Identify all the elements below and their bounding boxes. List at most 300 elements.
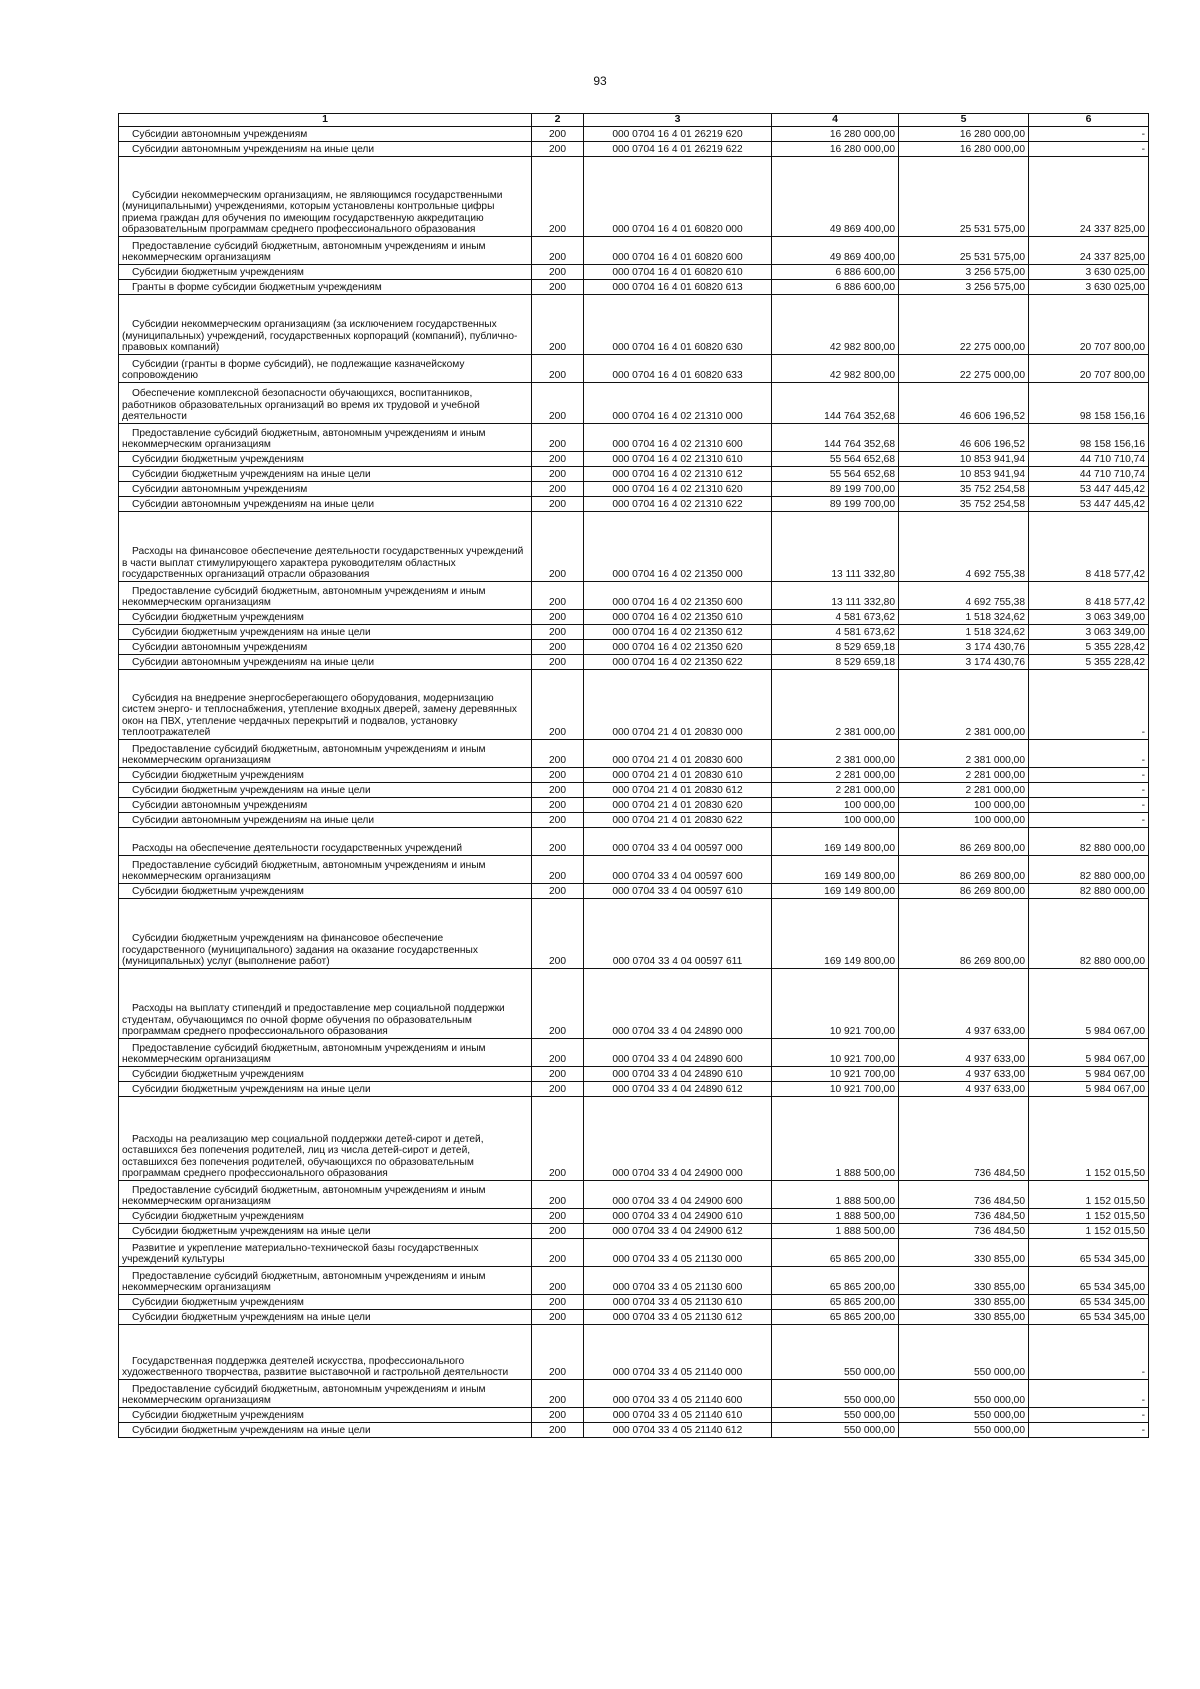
- row-value-col5: 16 280 000,00: [899, 142, 1029, 157]
- row-classification: 000 0704 16 4 01 26219 622: [584, 142, 772, 157]
- table-row: [119, 1325, 1149, 1380]
- row-code: 200: [532, 884, 584, 899]
- row-name: [119, 768, 532, 783]
- row-value-col5: 330 855,00: [899, 1310, 1029, 1325]
- row-value-col5: 4 937 633,00: [899, 1082, 1029, 1097]
- row-name-text: Субсидии автономным учреждениям: [132, 129, 308, 141]
- row-name-text: Субсидии бюджетным учреждениям: [132, 1410, 304, 1422]
- row-name: [119, 1295, 532, 1310]
- row-value-col5: 46 606 196,52: [899, 424, 1029, 452]
- row-code: 200: [532, 828, 584, 856]
- row-value-col6: -: [1029, 1423, 1149, 1438]
- row-value-col5: 3 174 430,76: [899, 655, 1029, 670]
- row-value-col5: 22 275 000,00: [899, 295, 1029, 355]
- row-code: 200: [532, 655, 584, 670]
- row-code: 200: [532, 768, 584, 783]
- table-row: [119, 1181, 1149, 1209]
- row-name-text: Обеспечение комплексной безопасности обучающихся, воспитанников, работников образовательных организаций во время их трудовой и учебной деятельности: [122, 388, 480, 423]
- row-code: 200: [532, 1209, 584, 1224]
- row-value-col4: 1 888 500,00: [772, 1224, 899, 1239]
- row-name: [119, 1209, 532, 1224]
- row-classification: 000 0704 21 4 01 20830 612: [584, 783, 772, 798]
- row-value-col5: 16 280 000,00: [899, 127, 1029, 142]
- row-value-col6: 44 710 710,74: [1029, 467, 1149, 482]
- row-name: [119, 884, 532, 899]
- row-code: 200: [532, 1295, 584, 1310]
- row-classification: 000 0704 21 4 01 20830 000: [584, 670, 772, 740]
- row-value-col5: 4 692 755,38: [899, 582, 1029, 610]
- table-row: [119, 1039, 1149, 1067]
- row-name-text: Субсидии некоммерческим организациям, не являющимся государственными (муниципальными) учреждениями, которым установлены контрольные цифры приема граждан для обучения по имеющим государственную аккредитацию образовательным программам среднего профессионального образования: [122, 189, 503, 236]
- row-name: [119, 610, 532, 625]
- row-name-text: Субсидии бюджетным учреждениям на иные цели: [132, 1312, 371, 1324]
- row-name-text: Субсидии бюджетным учреждениям на иные цели: [132, 785, 371, 797]
- row-classification: 000 0704 16 4 02 21350 610: [584, 610, 772, 625]
- row-name: [119, 1408, 532, 1423]
- row-name-text: Государственная поддержка деятелей искусства, профессионального художественного творчества, развитие выставочной и гастрольной деятельности: [122, 1355, 509, 1379]
- row-value-col5: 4 937 633,00: [899, 969, 1029, 1039]
- row-name-text: Предоставление субсидий бюджетным, автономным учреждениям и иным некоммерческим организациям: [122, 427, 486, 451]
- row-value-col6: 82 880 000,00: [1029, 899, 1149, 969]
- row-classification: 000 0704 33 4 05 21140 000: [584, 1325, 772, 1380]
- row-code: 200: [532, 237, 584, 265]
- row-value-col6: 82 880 000,00: [1029, 828, 1149, 856]
- row-value-col4: 144 764 352,68: [772, 383, 899, 424]
- row-value-col5: 35 752 254,58: [899, 482, 1029, 497]
- row-value-col6: 1 152 015,50: [1029, 1224, 1149, 1239]
- row-name: [119, 467, 532, 482]
- row-name: [119, 424, 532, 452]
- row-value-col6: 20 707 800,00: [1029, 355, 1149, 383]
- table-row: [119, 1380, 1149, 1408]
- table-row: [119, 783, 1149, 798]
- row-classification: 000 0704 16 4 01 26219 620: [584, 127, 772, 142]
- row-value-col4: 4 581 673,62: [772, 610, 899, 625]
- row-value-col6: -: [1029, 1380, 1149, 1408]
- row-value-col6: 65 534 345,00: [1029, 1267, 1149, 1295]
- row-value-col4: 89 199 700,00: [772, 497, 899, 512]
- row-code: 200: [532, 582, 584, 610]
- row-code: 200: [532, 383, 584, 424]
- row-classification: 000 0704 16 4 02 21310 000: [584, 383, 772, 424]
- table-row: [119, 655, 1149, 670]
- row-name: [119, 625, 532, 640]
- row-value-col4: 10 921 700,00: [772, 1039, 899, 1067]
- row-value-col6: 65 534 345,00: [1029, 1310, 1149, 1325]
- row-value-col4: 8 529 659,18: [772, 655, 899, 670]
- row-classification: 000 0704 16 4 02 21310 612: [584, 467, 772, 482]
- row-value-col4: 16 280 000,00: [772, 127, 899, 142]
- row-value-col5: 2 281 000,00: [899, 783, 1029, 798]
- row-value-col6: -: [1029, 142, 1149, 157]
- row-value-col5: 2 281 000,00: [899, 768, 1029, 783]
- row-name-text: Субсидии бюджетным учреждениям на иные цели: [132, 1226, 371, 1238]
- row-value-col5: 736 484,50: [899, 1097, 1029, 1181]
- row-value-col6: 24 337 825,00: [1029, 237, 1149, 265]
- row-value-col6: 5 984 067,00: [1029, 1082, 1149, 1097]
- row-name-text: Субсидии бюджетным учреждениям: [132, 770, 304, 782]
- row-code: 200: [532, 740, 584, 768]
- row-value-col6: 3 063 349,00: [1029, 610, 1149, 625]
- row-value-col6: -: [1029, 813, 1149, 828]
- row-value-col6: 5 984 067,00: [1029, 969, 1149, 1039]
- row-classification: 000 0704 16 4 02 21310 620: [584, 482, 772, 497]
- row-classification: 000 0704 16 4 02 21350 622: [584, 655, 772, 670]
- row-code: 200: [532, 798, 584, 813]
- table-row: [119, 452, 1149, 467]
- row-name: [119, 452, 532, 467]
- table-row: [119, 969, 1149, 1039]
- row-value-col5: 25 531 575,00: [899, 237, 1029, 265]
- row-value-col6: -: [1029, 127, 1149, 142]
- row-classification: 000 0704 33 4 05 21130 612: [584, 1310, 772, 1325]
- row-classification: 000 0704 16 4 02 21350 612: [584, 625, 772, 640]
- row-value-col4: 550 000,00: [772, 1325, 899, 1380]
- table-row: [119, 625, 1149, 640]
- table-row: [119, 424, 1149, 452]
- row-value-col5: 1 518 324,62: [899, 625, 1029, 640]
- row-name-text: Предоставление субсидий бюджетным, автономным учреждениям и иным некоммерческим организациям: [122, 240, 486, 264]
- row-name-text: Субсидии автономным учреждениям на иные цели: [132, 657, 375, 669]
- row-value-col4: 2 281 000,00: [772, 768, 899, 783]
- row-name-text: Субсидии бюджетным учреждениям на финансовое обеспечение государственного (муниципального) задания на оказание государственных (муниципальных) услуг (выполнение работ): [122, 933, 478, 968]
- row-code: 200: [532, 512, 584, 582]
- row-value-col4: 169 149 800,00: [772, 856, 899, 884]
- row-value-col4: 1 888 500,00: [772, 1209, 899, 1224]
- row-name-text: Субсидии (гранты в форме субсидий), не подлежащие казначейскому сопровождению: [122, 358, 465, 382]
- row-name-text: Субсидии автономным учреждениям: [132, 642, 308, 654]
- row-name: [119, 355, 532, 383]
- row-value-col4: 65 865 200,00: [772, 1310, 899, 1325]
- row-value-col5: 550 000,00: [899, 1423, 1029, 1438]
- row-classification: 000 0704 33 4 05 21130 000: [584, 1239, 772, 1267]
- row-classification: 000 0704 33 4 04 24890 610: [584, 1067, 772, 1082]
- row-value-col4: 144 764 352,68: [772, 424, 899, 452]
- row-classification: 000 0704 33 4 04 00597 600: [584, 856, 772, 884]
- row-value-col5: 35 752 254,58: [899, 497, 1029, 512]
- row-name: [119, 1039, 532, 1067]
- row-value-col6: 1 152 015,50: [1029, 1181, 1149, 1209]
- row-value-col4: 65 865 200,00: [772, 1295, 899, 1310]
- row-value-col5: 86 269 800,00: [899, 856, 1029, 884]
- row-value-col4: 169 149 800,00: [772, 828, 899, 856]
- row-classification: 000 0704 33 4 04 24890 600: [584, 1039, 772, 1067]
- table-row: [119, 1067, 1149, 1082]
- row-value-col4: 49 869 400,00: [772, 237, 899, 265]
- row-value-col6: -: [1029, 740, 1149, 768]
- row-value-col5: 736 484,50: [899, 1224, 1029, 1239]
- table-row: [119, 740, 1149, 768]
- row-value-col6: 8 418 577,42: [1029, 582, 1149, 610]
- row-code: 200: [532, 157, 584, 237]
- table-row: [119, 1408, 1149, 1423]
- row-code: 200: [532, 127, 584, 142]
- row-name: [119, 670, 532, 740]
- row-name-text: Расходы на финансовое обеспечение деятельности государственных учреждений в части выплат стимулирующего характера руководителям областных государственных организаций отрасли образования: [122, 546, 524, 581]
- row-classification: 000 0704 33 4 05 21130 600: [584, 1267, 772, 1295]
- row-value-col5: 4 937 633,00: [899, 1067, 1029, 1082]
- row-code: 200: [532, 1239, 584, 1267]
- row-name: [119, 813, 532, 828]
- row-value-col4: 65 865 200,00: [772, 1267, 899, 1295]
- row-name-text: Субсидии автономным учреждениям на иные цели: [132, 144, 375, 156]
- table-row: [119, 127, 1149, 142]
- row-code: 200: [532, 1310, 584, 1325]
- row-name-text: Субсидии автономным учреждениям: [132, 484, 308, 496]
- table-row: [119, 157, 1149, 237]
- row-value-col5: 25 531 575,00: [899, 157, 1029, 237]
- row-name-text: Предоставление субсидий бюджетным, автономным учреждениям и иным некоммерческим организациям: [122, 743, 486, 767]
- row-classification: 000 0704 16 4 02 21350 600: [584, 582, 772, 610]
- header-col-4: 4: [772, 114, 899, 127]
- row-code: 200: [532, 295, 584, 355]
- row-classification: 000 0704 33 4 05 21130 610: [584, 1295, 772, 1310]
- table-row: [119, 813, 1149, 828]
- row-classification: 000 0704 16 4 01 60820 613: [584, 280, 772, 295]
- row-classification: 000 0704 21 4 01 20830 622: [584, 813, 772, 828]
- row-value-col4: 550 000,00: [772, 1408, 899, 1423]
- row-name: [119, 383, 532, 424]
- row-name: [119, 1082, 532, 1097]
- row-classification: 000 0704 33 4 05 21140 600: [584, 1380, 772, 1408]
- row-code: 200: [532, 640, 584, 655]
- row-classification: 000 0704 16 4 01 60820 610: [584, 265, 772, 280]
- row-value-col5: 4 937 633,00: [899, 1039, 1029, 1067]
- row-name-text: Субсидии некоммерческим организациям (за исключением государственных (муниципальных) учреждений, государственных корпораций (компаний), публично-правовых компаний): [122, 319, 518, 354]
- row-classification: 000 0704 33 4 04 24900 600: [584, 1181, 772, 1209]
- row-name-text: Субсидии бюджетным учреждениям: [132, 267, 304, 279]
- row-value-col4: 10 921 700,00: [772, 1067, 899, 1082]
- row-name-text: Субсидии бюджетным учреждениям на иные цели: [132, 1084, 371, 1096]
- row-name: [119, 798, 532, 813]
- row-classification: 000 0704 21 4 01 20830 600: [584, 740, 772, 768]
- table-row: [119, 610, 1149, 625]
- row-classification: 000 0704 16 4 01 60820 000: [584, 157, 772, 237]
- table-row: [119, 237, 1149, 265]
- row-value-col6: 5 355 228,42: [1029, 640, 1149, 655]
- row-classification: 000 0704 16 4 01 60820 633: [584, 355, 772, 383]
- row-value-col4: 1 888 500,00: [772, 1181, 899, 1209]
- row-code: 200: [532, 1423, 584, 1438]
- row-code: 200: [532, 783, 584, 798]
- row-name: [119, 828, 532, 856]
- row-name: [119, 1097, 532, 1181]
- row-value-col4: 65 865 200,00: [772, 1239, 899, 1267]
- table-row: [119, 1239, 1149, 1267]
- row-name: [119, 740, 532, 768]
- table-row: [119, 467, 1149, 482]
- row-value-col4: 6 886 600,00: [772, 265, 899, 280]
- table-row: [119, 670, 1149, 740]
- row-name: [119, 127, 532, 142]
- row-value-col5: 3 256 575,00: [899, 265, 1029, 280]
- row-value-col5: 330 855,00: [899, 1267, 1029, 1295]
- row-classification: 000 0704 33 4 04 24890 612: [584, 1082, 772, 1097]
- row-name-text: Субсидии автономным учреждениям на иные цели: [132, 815, 375, 827]
- row-classification: 000 0704 33 4 04 24900 612: [584, 1224, 772, 1239]
- row-code: 200: [532, 452, 584, 467]
- header-col-1: 1: [119, 114, 532, 127]
- row-code: 200: [532, 1325, 584, 1380]
- row-code: 200: [532, 142, 584, 157]
- row-classification: 000 0704 16 4 02 21310 610: [584, 452, 772, 467]
- row-name-text: Субсидия на внедрение энергосберегающего оборудования, модернизацию систем энерго- и теплоснабжения, утепление входных дверей, замену деревянных окон на ПВХ, утепление чердачных перекрытий и подвалов, установку теплоотражателей: [122, 692, 517, 739]
- row-name: [119, 1239, 532, 1267]
- row-name: [119, 157, 532, 237]
- row-name: [119, 497, 532, 512]
- table-row: [119, 1224, 1149, 1239]
- row-value-col6: 65 534 345,00: [1029, 1239, 1149, 1267]
- row-value-col6: 3 063 349,00: [1029, 625, 1149, 640]
- row-name: [119, 856, 532, 884]
- row-classification: 000 0704 16 4 01 60820 600: [584, 237, 772, 265]
- row-name: [119, 969, 532, 1039]
- row-value-col6: 44 710 710,74: [1029, 452, 1149, 467]
- table-row: [119, 142, 1149, 157]
- header-col-2: 2: [532, 114, 584, 127]
- row-classification: 000 0704 16 4 02 21310 600: [584, 424, 772, 452]
- row-name: [119, 1181, 532, 1209]
- row-value-col5: 1 518 324,62: [899, 610, 1029, 625]
- row-value-col6: 24 337 825,00: [1029, 157, 1149, 237]
- table-row: [119, 1267, 1149, 1295]
- header-col-5: 5: [899, 114, 1029, 127]
- row-name-text: Предоставление субсидий бюджетным, автономным учреждениям и иным некоммерческим организациям: [122, 1184, 486, 1208]
- row-classification: 000 0704 16 4 02 21310 622: [584, 497, 772, 512]
- row-classification: 000 0704 33 4 05 21140 610: [584, 1408, 772, 1423]
- table-row: [119, 1082, 1149, 1097]
- row-code: 200: [532, 899, 584, 969]
- row-name: [119, 783, 532, 798]
- row-value-col4: 550 000,00: [772, 1380, 899, 1408]
- row-value-col5: 3 256 575,00: [899, 280, 1029, 295]
- row-value-col4: 55 564 652,68: [772, 467, 899, 482]
- row-value-col4: 16 280 000,00: [772, 142, 899, 157]
- row-value-col5: 100 000,00: [899, 813, 1029, 828]
- row-name-text: Предоставление субсидий бюджетным, автономным учреждениям и иным некоммерческим организациям: [122, 859, 486, 883]
- row-code: 200: [532, 1408, 584, 1423]
- row-code: 200: [532, 1380, 584, 1408]
- row-value-col5: 100 000,00: [899, 798, 1029, 813]
- row-name-text: Субсидии бюджетным учреждениям: [132, 886, 304, 898]
- table-row: [119, 280, 1149, 295]
- row-value-col4: 10 921 700,00: [772, 969, 899, 1039]
- row-name-text: Предоставление субсидий бюджетным, автономным учреждениям и иным некоммерческим организациям: [122, 1042, 486, 1066]
- row-code: 200: [532, 813, 584, 828]
- row-classification: 000 0704 16 4 02 21350 620: [584, 640, 772, 655]
- row-name: [119, 482, 532, 497]
- row-name: [119, 1067, 532, 1082]
- row-code: 200: [532, 1082, 584, 1097]
- row-name-text: Субсидии автономным учреждениям на иные цели: [132, 499, 375, 511]
- row-classification: 000 0704 21 4 01 20830 610: [584, 768, 772, 783]
- row-name-text: Субсидии бюджетным учреждениям на иные цели: [132, 1425, 371, 1437]
- row-name: [119, 295, 532, 355]
- row-value-col6: 65 534 345,00: [1029, 1295, 1149, 1310]
- row-value-col5: 3 174 430,76: [899, 640, 1029, 655]
- row-name-text: Предоставление субсидий бюджетным, автономным учреждениям и иным некоммерческим организациям: [122, 1383, 486, 1407]
- row-classification: 000 0704 33 4 05 21140 612: [584, 1423, 772, 1438]
- row-value-col4: 89 199 700,00: [772, 482, 899, 497]
- row-value-col6: 82 880 000,00: [1029, 884, 1149, 899]
- row-code: 200: [532, 1067, 584, 1082]
- row-code: 200: [532, 1267, 584, 1295]
- row-value-col5: 46 606 196,52: [899, 383, 1029, 424]
- row-name: [119, 1267, 532, 1295]
- table-row: [119, 1209, 1149, 1224]
- row-code: 200: [532, 856, 584, 884]
- table-row: [119, 512, 1149, 582]
- row-value-col4: 550 000,00: [772, 1423, 899, 1438]
- row-code: 200: [532, 1224, 584, 1239]
- row-value-col6: -: [1029, 783, 1149, 798]
- row-value-col4: 169 149 800,00: [772, 884, 899, 899]
- row-classification: 000 0704 16 4 01 60820 630: [584, 295, 772, 355]
- row-value-col6: 5 355 228,42: [1029, 655, 1149, 670]
- row-name-text: Субсидии автономным учреждениям: [132, 800, 308, 812]
- row-value-col5: 550 000,00: [899, 1380, 1029, 1408]
- row-value-col4: 100 000,00: [772, 798, 899, 813]
- row-value-col6: -: [1029, 1325, 1149, 1380]
- row-value-col5: 330 855,00: [899, 1295, 1029, 1310]
- row-name: [119, 1380, 532, 1408]
- header-row: [119, 114, 1149, 127]
- row-value-col6: 53 447 445,42: [1029, 482, 1149, 497]
- row-name: [119, 640, 532, 655]
- row-code: 200: [532, 610, 584, 625]
- row-value-col4: 2 281 000,00: [772, 783, 899, 798]
- row-value-col4: 2 381 000,00: [772, 670, 899, 740]
- row-value-col4: 2 381 000,00: [772, 740, 899, 768]
- header-col-6: 6: [1029, 114, 1149, 127]
- row-name-text: Субсидии бюджетным учреждениям на иные цели: [132, 469, 371, 481]
- header-col-3: 3: [584, 114, 772, 127]
- row-value-col6: -: [1029, 670, 1149, 740]
- row-name-text: Субсидии бюджетным учреждениям: [132, 1069, 304, 1081]
- row-name: [119, 1325, 532, 1380]
- row-code: 200: [532, 467, 584, 482]
- row-value-col6: 3 630 025,00: [1029, 280, 1149, 295]
- row-code: 200: [532, 1097, 584, 1181]
- table-row: [119, 355, 1149, 383]
- table-row: [119, 1295, 1149, 1310]
- row-value-col5: 4 692 755,38: [899, 512, 1029, 582]
- row-name: [119, 1310, 532, 1325]
- row-value-col5: 736 484,50: [899, 1181, 1029, 1209]
- row-value-col4: 10 921 700,00: [772, 1082, 899, 1097]
- row-classification: 000 0704 33 4 04 00597 611: [584, 899, 772, 969]
- row-classification: 000 0704 33 4 04 00597 000: [584, 828, 772, 856]
- row-name: [119, 265, 532, 280]
- row-name: [119, 655, 532, 670]
- row-value-col4: 1 888 500,00: [772, 1097, 899, 1181]
- row-name-text: Субсидии бюджетным учреждениям: [132, 454, 304, 466]
- row-value-col6: -: [1029, 798, 1149, 813]
- row-code: 200: [532, 497, 584, 512]
- row-code: 200: [532, 1181, 584, 1209]
- row-value-col6: 20 707 800,00: [1029, 295, 1149, 355]
- row-value-col6: 53 447 445,42: [1029, 497, 1149, 512]
- table-row: [119, 265, 1149, 280]
- row-value-col5: 2 381 000,00: [899, 740, 1029, 768]
- row-code: 200: [532, 424, 584, 452]
- row-value-col6: 98 158 156,16: [1029, 383, 1149, 424]
- table-row: [119, 383, 1149, 424]
- row-name-text: Субсидии бюджетным учреждениям: [132, 612, 304, 624]
- row-value-col4: 55 564 652,68: [772, 452, 899, 467]
- row-name-text: Гранты в форме субсидии бюджетным учреждениям: [132, 282, 382, 294]
- row-value-col5: 550 000,00: [899, 1408, 1029, 1423]
